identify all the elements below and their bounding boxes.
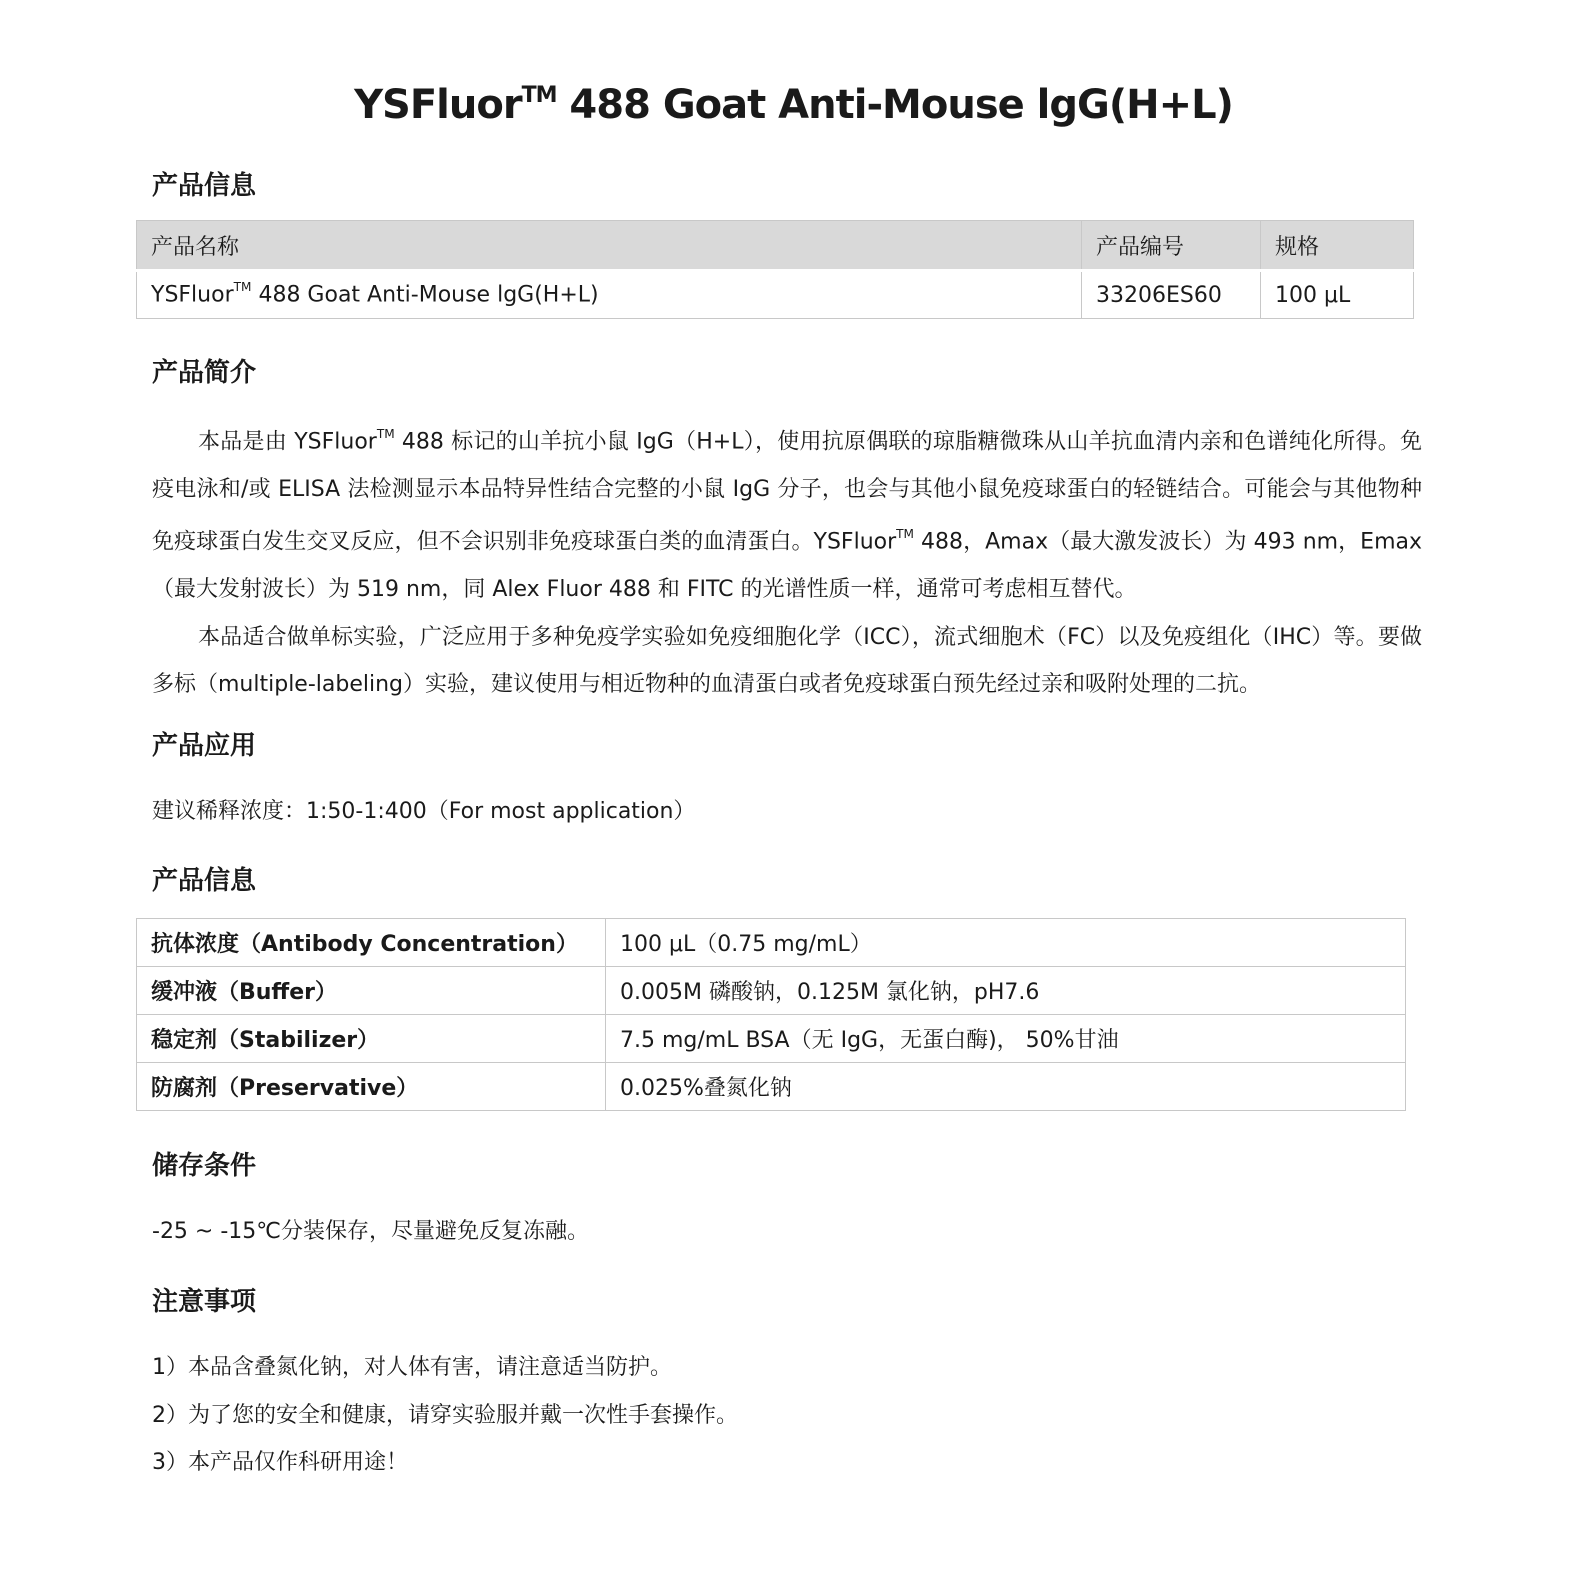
trademark-mark: TM xyxy=(233,280,252,295)
intro-text-b: 488 标记的山羊抗小鼠 IgG（H+L），使用抗原偶联的琼脂糖微珠从山羊抗血清内亲和色谱纯化所得。免疫电泳和/或 ELISA 法检测显示本品特异性结合完整的小鼠 IgG 分子，也会与其他小鼠免疫球蛋白的轻链结合。可能会与其他物种免疫球蛋白发生交叉反应，但不会识别非免疫球蛋白类的血清蛋白。YSFluor xyxy=(152,429,1422,555)
title-rest: 488 Goat Anti-Mouse lgG(H+L) xyxy=(556,82,1233,128)
product-info-table xyxy=(136,220,1414,319)
cell-product-code: 33206ES60 xyxy=(1082,271,1261,319)
section-heading-storage: 储存条件 xyxy=(152,1151,257,1181)
intro-paragraph-2: 本品适合做单标实验，广泛应用于多种免疫学实验如免疫细胞化学（ICC），流式细胞术（FC）以及免疫组化（IHC）等。要做多标（multiple-labeling）实验，建议使用与相近物种的血清蛋白或者免疫球蛋白预先经过亲和吸附处理的二抗。 xyxy=(152,624,1422,698)
spec-table xyxy=(136,918,1406,1111)
section-heading-notes: 注意事项 xyxy=(152,1287,257,1317)
intro-paragraph-1 xyxy=(152,413,1422,614)
section-heading-product-info: 产品信息 xyxy=(152,171,257,201)
application-text: 建议稀释浓度：1:50-1:400（For most application） xyxy=(152,799,696,824)
table-row xyxy=(137,271,1414,319)
spec-label: 缓冲液（Buffer） xyxy=(137,967,606,1015)
spec-label: 稳定剂（Stabilizer） xyxy=(137,1015,606,1063)
table-header-row xyxy=(137,221,1414,271)
title-main: YSFluor xyxy=(354,82,522,128)
note-item: 2）为了您的安全和健康，请穿实验服并戴一次性手套操作。 xyxy=(152,1403,738,1428)
spec-value: 0.025%叠氮化钠 xyxy=(606,1063,1406,1111)
spec-value: 0.005M 磷酸钠，0.125M 氯化钠，pH7.6 xyxy=(606,967,1406,1015)
cell-product-name xyxy=(137,271,1082,319)
section-heading-introduction: 产品简介 xyxy=(152,358,257,388)
table-row xyxy=(137,1015,1406,1063)
note-item: 3）本产品仅作科研用途！ xyxy=(152,1450,408,1475)
introduction-text xyxy=(152,413,1422,709)
spec-value: 7.5 mg/mL BSA（无 IgG，无蛋白酶)， 50%甘油 xyxy=(606,1015,1406,1063)
intro-text-a: 本品是由 YSFluor xyxy=(198,429,377,455)
section-heading-application: 产品应用 xyxy=(152,731,257,761)
spec-label: 抗体浓度（Antibody Concentration） xyxy=(137,919,606,967)
header-product-code: 产品编号 xyxy=(1082,221,1261,271)
spec-label: 防腐剂（Preservative） xyxy=(137,1063,606,1111)
note-item: 1）本品含叠氮化钠，对人体有害，请注意适当防护。 xyxy=(152,1355,672,1380)
trademark-mark: TM xyxy=(376,427,395,441)
table-row xyxy=(137,1063,1406,1111)
product-name-rest: 488 Goat Anti-Mouse lgG(H+L) xyxy=(251,282,599,308)
storage-text: -25 ~ -15℃分装保存，尽量避免反复冻融。 xyxy=(152,1219,589,1244)
intro-text-c: 488，Amax（最大激发波长）为 493 nm，Emax（最大发射波长）为 519 nm，同 Alex Fluor 488 和 FITC 的光谱性质一样，通常可考虑相互替代。 xyxy=(152,529,1422,603)
cell-spec: 100 μL xyxy=(1261,271,1414,319)
page-title xyxy=(0,82,1587,128)
header-product-name: 产品名称 xyxy=(137,221,1082,271)
product-name-main: YSFluor xyxy=(151,282,234,308)
spec-value: 100 μL（0.75 mg/mL） xyxy=(606,919,1406,967)
section-heading-product-info-2: 产品信息 xyxy=(152,866,257,896)
trademark-mark: TM xyxy=(896,527,914,542)
header-spec: 规格 xyxy=(1261,221,1414,271)
table-row xyxy=(137,967,1406,1015)
trademark-mark: TM xyxy=(521,82,557,108)
table-row xyxy=(137,919,1406,967)
